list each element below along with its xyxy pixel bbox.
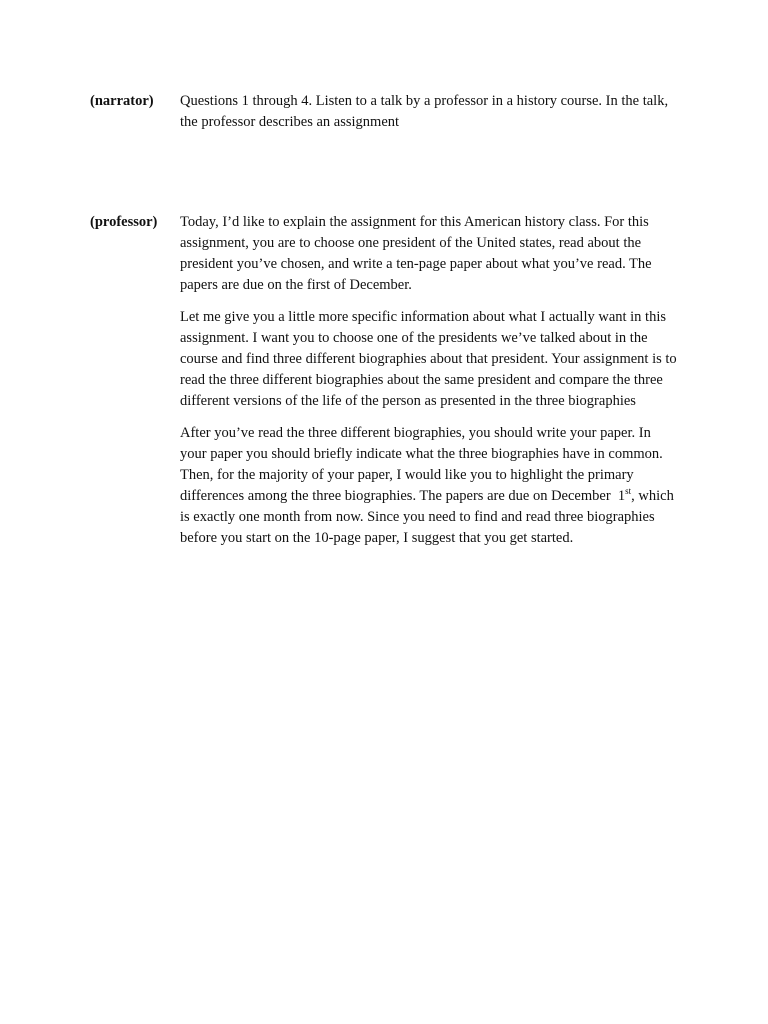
narrator-paragraph: Questions 1 through 4. Listen to a talk by a professor in a history course. In the talk, the professor describes an assignment xyxy=(180,93,669,130)
professor-text-block xyxy=(180,212,680,560)
ordinal-suffix: st xyxy=(625,486,632,497)
paragraph-3-text-end: , which is exactly one month from now. Since you need to find and read three biographies before you start on the 10-page paper, I suggest that you get started. xyxy=(180,488,674,546)
professor-paragraph-1: Today, I’d like to explain the assignment for this American history class. For this assignment, you are to choose one president of the United states, read about the president you’ve chosen, and write a ten-page paper about what you’ve read. The papers are due on the first of December. xyxy=(180,214,652,293)
paragraph-3-text-start: After you’ve read the three different biographies, you should write your paper. In your paper you should briefly indicate what the three biographies have in common. Then, for the majority of your paper, I would like you to highlight the primary differences among the three biographies. The papers are due on December 1 xyxy=(180,425,663,504)
professor-paragraph-3 xyxy=(180,423,680,549)
professor-speaker-label: (professor) xyxy=(90,214,158,230)
narrator-speaker-label: (narrator) xyxy=(90,93,154,109)
narrator-text-block xyxy=(180,91,680,144)
professor-paragraph-2: Let me give you a little more specific information about what I actually want in this assignment. I want you to choose one of the presidents we’ve talked about in the course and find three different biographies about that president. Your assignment is to read the three different biographies about the same president and compare the three different versions of the life of the person as presented in the three biographies xyxy=(180,309,677,409)
